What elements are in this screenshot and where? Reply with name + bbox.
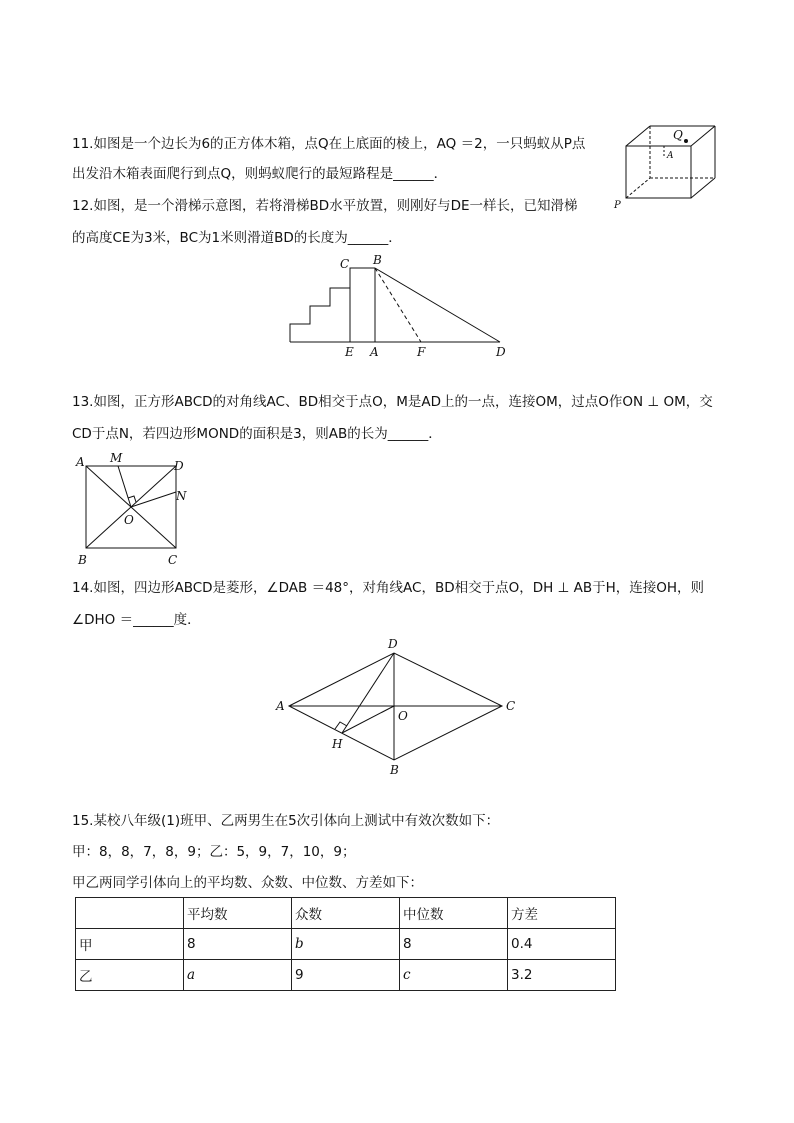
table-cell: 乙 xyxy=(76,960,184,991)
slide-label-b: B xyxy=(373,253,382,267)
rhombus-label-d: D xyxy=(388,637,398,651)
q11-line2: 出发沿木箱表面爬行到点Q，则蚂蚁爬行的最短路程是______． xyxy=(72,166,448,182)
q15-line3: 甲乙两同学引体向上的平均数、众数、中位数、方差如下： xyxy=(72,875,423,891)
cube-label-a: A xyxy=(667,151,674,161)
table-header-cell: 方差 xyxy=(508,898,616,929)
table-cell: c xyxy=(400,960,508,991)
table-row xyxy=(76,960,616,991)
square-label-a: A xyxy=(76,455,85,469)
square-label-m: M xyxy=(110,452,123,465)
square-label-c: C xyxy=(168,553,178,567)
q15-line2: 甲：8，8，7，8，9；乙：5，9，7，10，9； xyxy=(72,844,356,860)
table-header-cell: 中位数 xyxy=(400,898,508,929)
table-header-row xyxy=(76,898,616,929)
table-cell: 3.2 xyxy=(508,960,616,991)
table-row xyxy=(76,929,616,960)
slide-figure xyxy=(280,250,520,362)
rhombus-label-h: H xyxy=(332,737,343,751)
table-cell: 甲 xyxy=(76,929,184,960)
rhombus-label-o: O xyxy=(398,709,408,723)
table-header-cell: 平均数 xyxy=(184,898,292,929)
stats-table xyxy=(75,897,616,991)
table-cell: 0.4 xyxy=(508,929,616,960)
table-cell: b xyxy=(292,929,400,960)
table-cell: a xyxy=(184,960,292,991)
table-cell: 8 xyxy=(400,929,508,960)
rhombus-label-c: C xyxy=(506,699,516,713)
cube-label-q: Q xyxy=(673,128,683,142)
rhombus-label-b: B xyxy=(390,763,399,777)
table-cell: 9 xyxy=(292,960,400,991)
slide-label-a: A xyxy=(370,345,379,359)
q15-line1: 15.某校八年级(1)班甲、乙两男生在5次引体向上测试中有效次数如下： xyxy=(72,813,500,829)
square-label-o: O xyxy=(124,513,134,527)
q13-line1: 13.如图，正方形ABCD的对角线AC、BD相交于点O，M是AD上的一点，连接OM，过点O作ON ⊥ OM，交 xyxy=(72,394,713,410)
square-figure xyxy=(72,452,192,570)
cube-label-p: P xyxy=(614,200,621,211)
square-label-b: B xyxy=(78,553,87,567)
slide-label-f: F xyxy=(417,345,426,359)
cube-figure xyxy=(612,120,722,212)
rhombus-figure xyxy=(270,632,530,782)
slide-label-d: D xyxy=(496,345,506,359)
table-header-cell xyxy=(76,898,184,929)
q14-line1: 14.如图，四边形ABCD是菱形，∠DAB ＝48°，对角线AC，BD相交于点O，DH ⊥ AB于H，连接OH，则 xyxy=(72,580,705,596)
table-header-cell: 众数 xyxy=(292,898,400,929)
table-cell: 8 xyxy=(184,929,292,960)
q11-line1: 11.如图是一个边长为6的正方体木箱，点Q在上底面的棱上，AQ ＝2，一只蚂蚁从P点 xyxy=(72,136,586,152)
square-label-n: N xyxy=(176,489,187,503)
square-label-d: D xyxy=(174,459,184,473)
slide-label-c: C xyxy=(340,257,350,271)
q13-line2: CD于点N，若四边形MOND的面积是3，则AB的长为______． xyxy=(72,426,442,442)
q12-line1: 12.如图，是一个滑梯示意图，若将滑梯BD水平放置，则刚好与DE一样长，已知滑梯 xyxy=(72,198,578,214)
q14-line2: ∠DHO ＝______度． xyxy=(72,612,201,628)
q12-line2: 的高度CE为3米，BC为1米则滑道BD的长度为______． xyxy=(72,230,402,246)
rhombus-label-a: A xyxy=(276,699,285,713)
slide-label-e: E xyxy=(345,345,354,359)
